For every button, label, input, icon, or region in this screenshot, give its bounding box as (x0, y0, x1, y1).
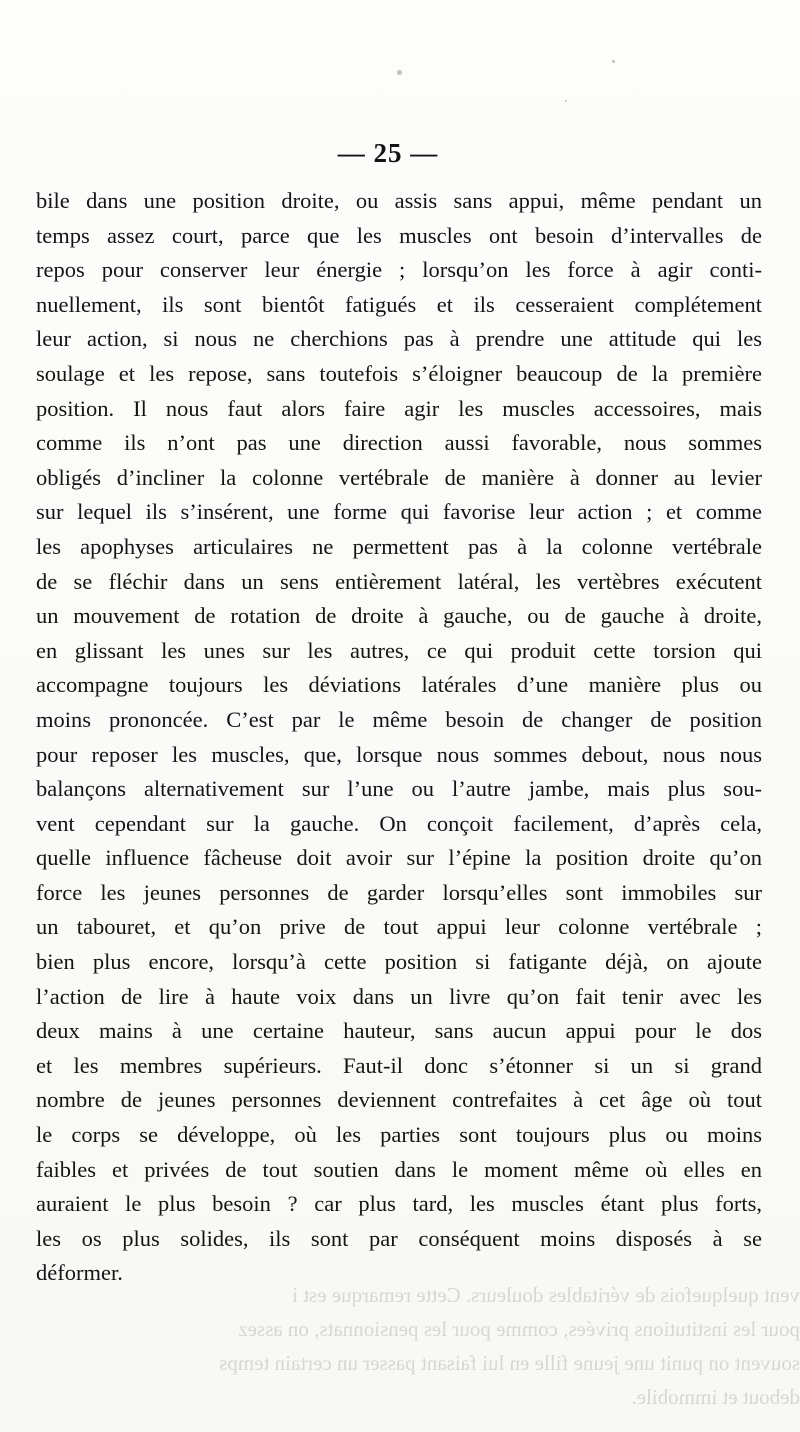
text-line: repos pour conserver leur énergie ; lorsqu’on les force à agir conti- (36, 257, 762, 283)
bleed-through-text (110, 1278, 800, 1414)
text-line: l’action de lire à haute voix dans un livre qu’on fait tenir avec les (36, 983, 762, 1009)
text-line: obligés d’incliner la colonne vertébrale de manière à donner au levier (36, 464, 762, 490)
text-line: les apophyses articulaires ne permettent pas à la colonne vertébrale (36, 533, 762, 559)
text-line: nuellement, ils sont bientôt fatigués et ils cesseraient complétement (36, 291, 762, 317)
text-line: accompagne toujours les déviations latérales d’une manière plus ou (36, 672, 762, 698)
text-line: pour reposer les muscles, que, lorsque nous sommes debout, nous nous (36, 741, 762, 767)
text-line: sur lequel ils s’insérent, une forme qui favorise leur action ; et comme (36, 499, 762, 525)
bleed-through-line: souvent on punit une jeune fille en lui faisant passer un certain temps (219, 1351, 800, 1375)
text-line: balançons alternativement sur l’une ou l’autre jambe, mais plus sou- (36, 776, 762, 802)
text-line: leur action, si nous ne cherchions pas à prendre une attitude qui les (36, 326, 762, 352)
page-number: — 25 — (337, 138, 439, 168)
text-line-last: déformer. (36, 1260, 123, 1286)
text-line: bile dans une position droite, ou assis sans appui, même pendant un (36, 188, 762, 213)
bleed-through-line: debout et immobile. (631, 1385, 800, 1409)
text-line: position. Il nous faut alors faire agir les muscles accessoires, mais (36, 395, 762, 421)
text-line: auraient le plus besoin ? car plus tard, les muscles étant plus forts, (36, 1191, 762, 1217)
text-line: en glissant les unes sur les autres, ce qui produit cette torsion qui (36, 637, 762, 663)
bleed-through-line: vent quelquefois de véritables douleurs. Cette remarque est i (292, 1283, 800, 1307)
text-line: deux mains à une certaine hauteur, sans aucun appui pour le dos (36, 1018, 762, 1044)
text-line: moins prononcée. C’est par le même besoin de changer de position (36, 706, 762, 732)
text-line: vent cependant sur la gauche. On conçoit facilement, d’après cela, (36, 810, 762, 836)
paper-speck (565, 100, 567, 102)
text-line: bien plus encore, lorsqu’à cette position si fatigante déjà, on ajoute (36, 949, 762, 975)
text-line: les os plus solides, ils sont par conséquent moins disposés à se (36, 1225, 762, 1251)
text-line: comme ils n’ont pas une direction aussi favorable, nous sommes (36, 430, 762, 456)
body-text (36, 184, 762, 1291)
text-line: le corps se développe, où les parties sont toujours plus ou moins (36, 1122, 762, 1148)
text-line: temps assez court, parce que les muscles ont besoin d’intervalles de (36, 222, 762, 248)
text-line: un mouvement de rotation de droite à gauche, ou de gauche à droite, (36, 603, 762, 629)
text-line: quelle influence fâcheuse doit avoir sur l’épine la position droite qu’on (36, 845, 762, 871)
bleed-through-line: pour les institutions privées, comme pour les pensionnats, on assez (238, 1317, 800, 1341)
text-line: un tabouret, et qu’on prive de tout appui leur colonne vertébrale ; (36, 914, 762, 940)
text-line: de se fléchir dans un sens entièrement latéral, les vertèbres exécutent (36, 568, 762, 594)
paper-speck (612, 60, 615, 63)
text-line: force les jeunes personnes de garder lorsqu’elles sont immobiles sur (36, 879, 762, 905)
paper-speck (397, 70, 402, 75)
text-line: faibles et privées de tout soutien dans le moment même où elles en (36, 1156, 762, 1182)
text-line: soulage et les repose, sans toutefois s’éloigner beaucoup de la première (36, 360, 762, 386)
text-line: nombre de jeunes personnes deviennent contrefaites à cet âge où tout (36, 1087, 762, 1113)
text-line: et les membres supérieurs. Faut-il donc s’étonner si un si grand (36, 1052, 762, 1078)
